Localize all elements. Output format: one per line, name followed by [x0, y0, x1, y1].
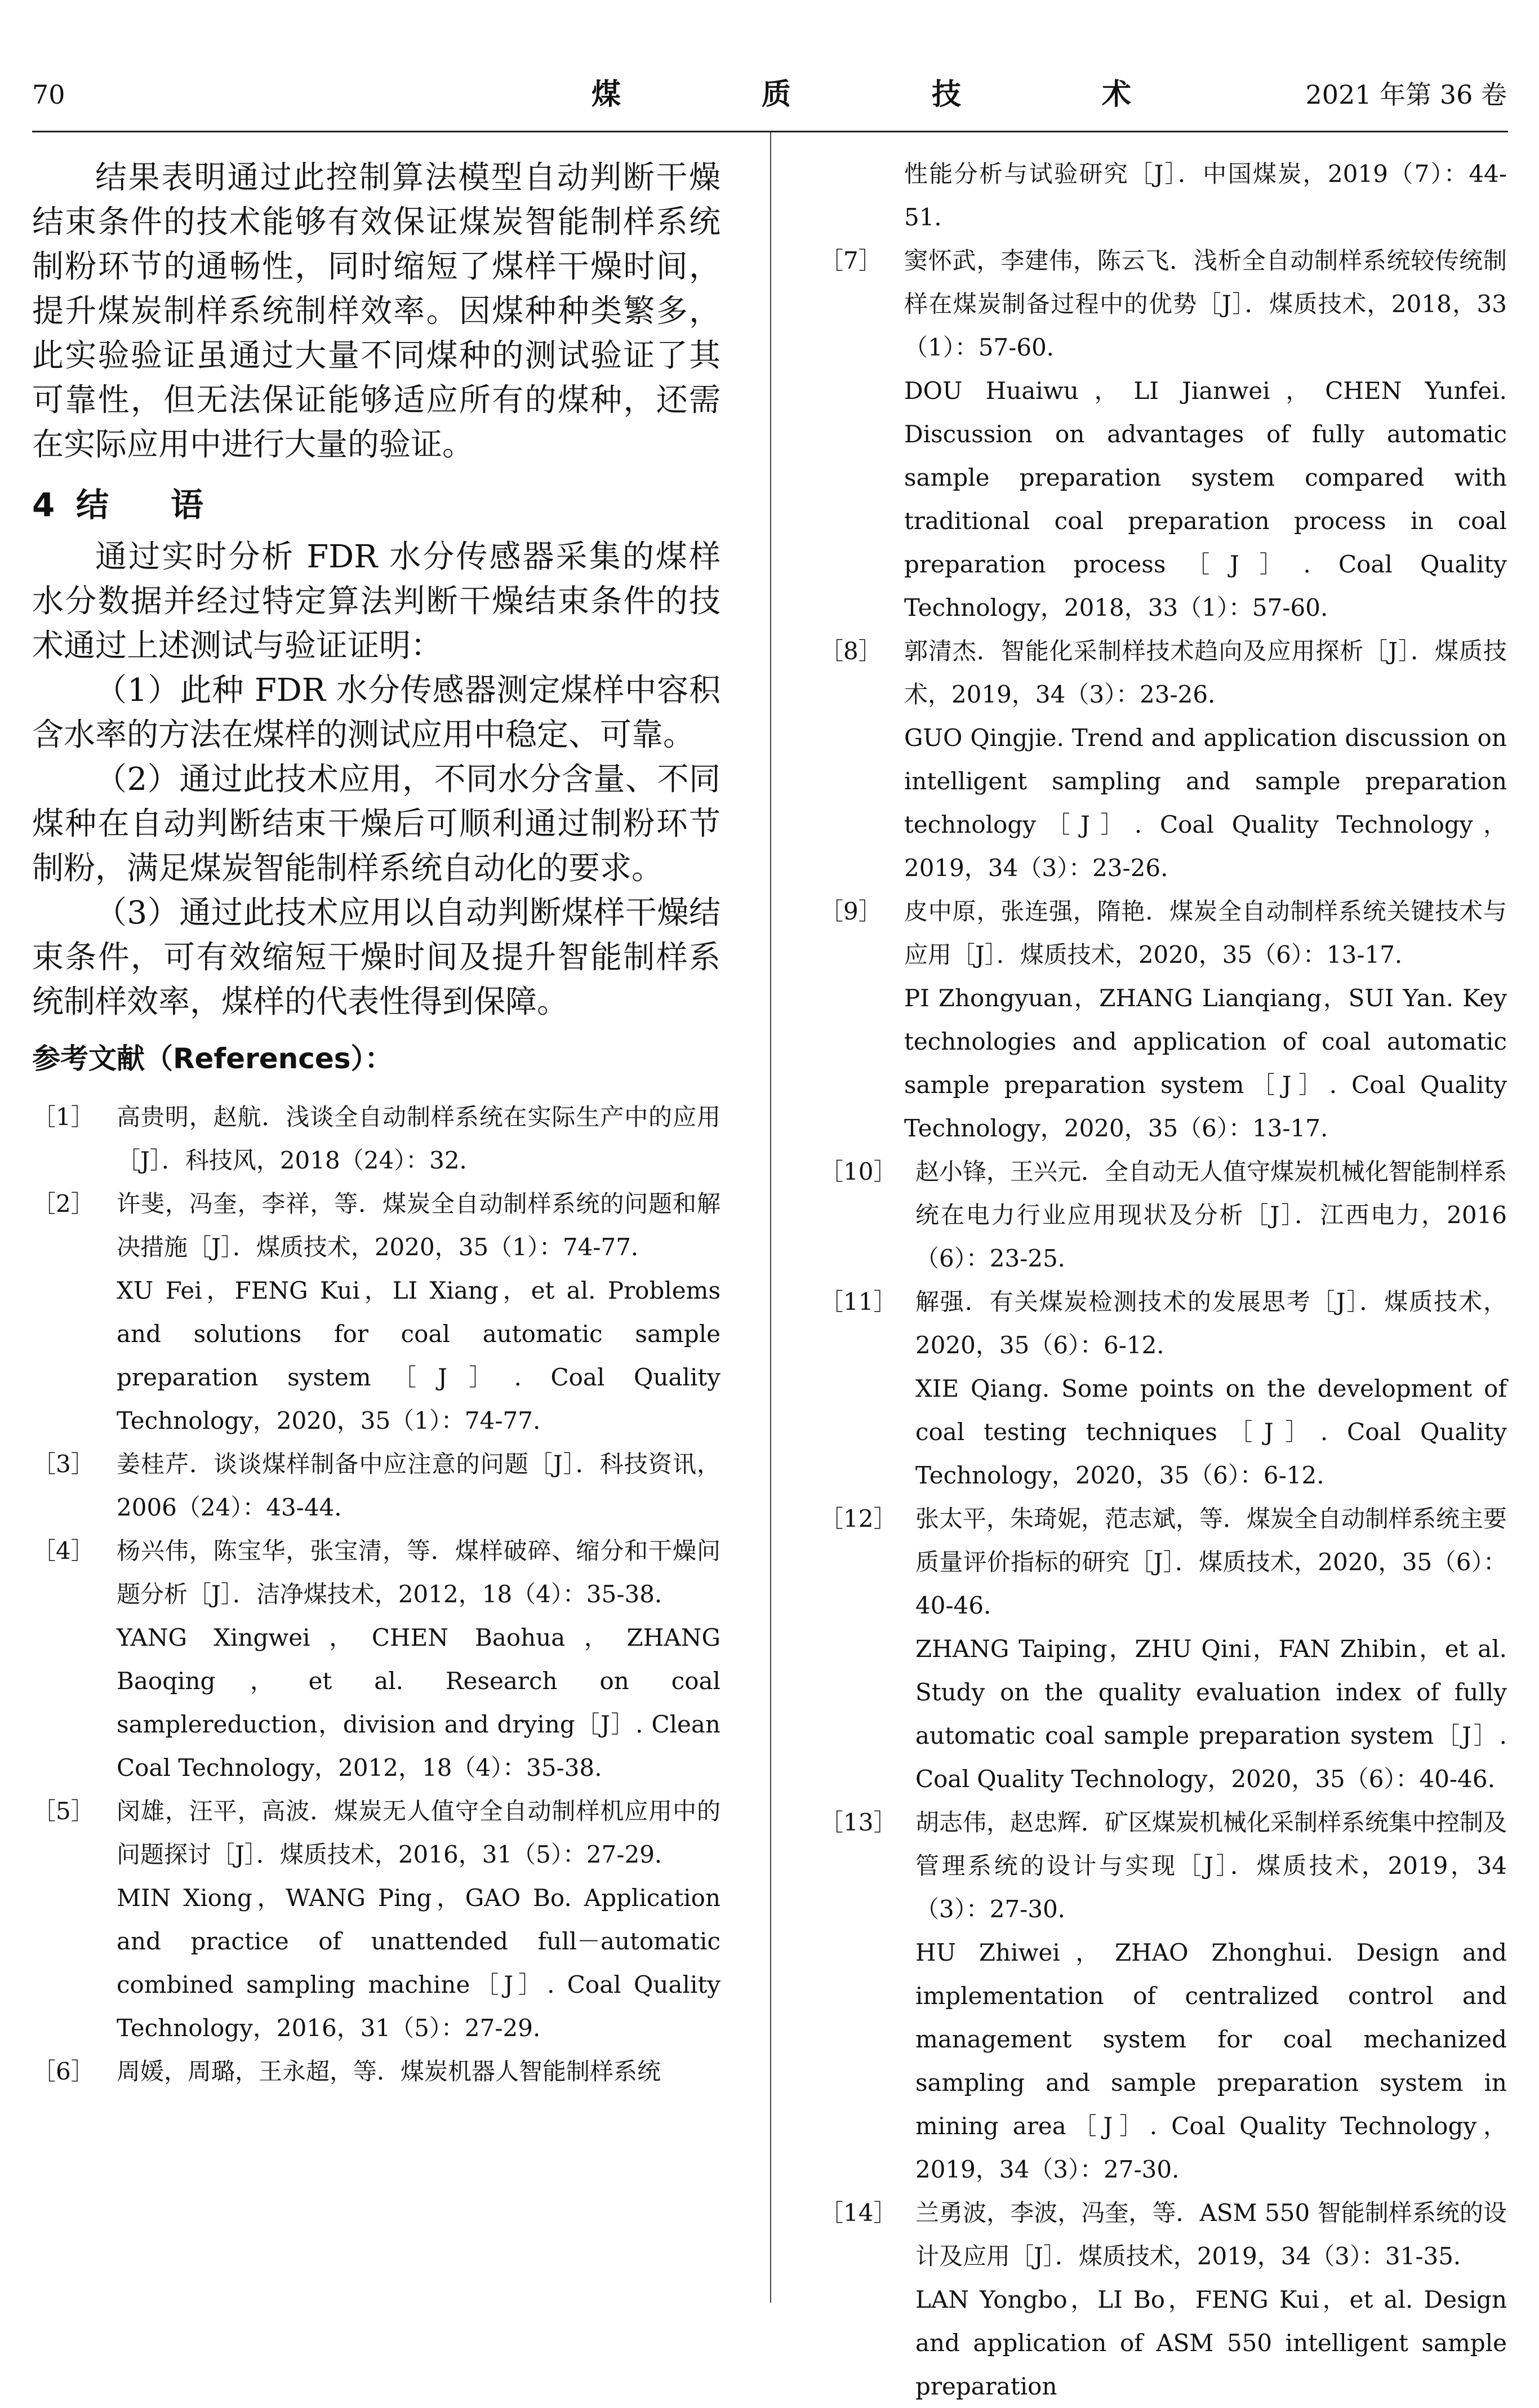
reference-item [32, 1182, 720, 1442]
page-number: 70 [32, 79, 65, 110]
conclusion-paragraph: （1）此种 FDR 水分传感器测定煤样中容积含水率的方法在煤样的测试应用中稳定、可靠。 [32, 672, 720, 753]
reference-text-en: MIN Xiong，WANG Ping，GAO Bo. Application and practice of unattended full－automatic combined sampling machine［J］. Coal Quality Technology，2016，31（5）：27-29. [117, 1884, 720, 2042]
reference-text-zh: 兰勇波，李波，冯奎，等．ASM 550 智能制样系统的设计及应用［J］．煤质技术，2019，34（3）：31-35． [915, 2199, 1507, 2270]
reference-text-zh: 姜桂芹．谈谈煤样制备中应注意的问题［J］．科技资讯，2006（24）：43-44． [117, 1450, 720, 1521]
reference-text-en: PI Zhongyuan，ZHANG Lianqiang，SUI Yan. Key technologies and application of coal automatic sample preparation system［J］. Coal Quality Technology，2020，35（6）：13-17. [904, 984, 1507, 1142]
reference-item [32, 1442, 720, 1529]
reference-number: ［4］ [32, 1537, 95, 1565]
reference-item [820, 1801, 1507, 2191]
reference-number: ［9］ [820, 898, 882, 925]
reference-text-zh: 周媛，周璐，王永超，等．煤炭机器人智能制样系统 [117, 2058, 661, 2085]
reference-item [820, 1280, 1507, 1497]
reference-text-zh: 皮中原，张连强，隋艳．煤炭全自动制样系统关键技术与应用［J］．煤质技术，2020，35（6）：13-17． [904, 898, 1507, 968]
journal-title-char: 技 [932, 78, 962, 112]
reference-item [32, 2050, 720, 2093]
reference-number: ［8］ [820, 637, 882, 665]
reference-text-zh: 许斐，冯奎，李祥，等．煤炭全自动制样系统的问题和解决措施［J］．煤质技术，2020，35（1）：74-77． [117, 1190, 720, 1261]
reference-text-zh: 赵小锋，王兴元．全自动无人值守煤炭机械化智能制样系统在电力行业应用现状及分析［J］．江西电力，2016（6）：23-25． [915, 1158, 1507, 1272]
conclusion-paragraph: （2）通过此技术应用，不同水分含量、不同煤种在自动判断结束干燥后可顺利通过制粉环节制粉，满足煤炭智能制样系统自动化的要求。 [32, 761, 720, 887]
journal-title-char: 煤 [591, 78, 621, 112]
column-divider [770, 132, 771, 2303]
reference-text-en: ZHANG Taiping，ZHU Qini，FAN Zhibin，et al. Study on the quality evaluation index of fully automatic coal sample preparation system［J］. Coal Quality Technology，2020，35（6）：40-46. [915, 1635, 1507, 1793]
right-column [820, 152, 1507, 2408]
section-number: 4 [32, 486, 55, 524]
reference-text-en: DOU Huaiwu，LI Jianwei，CHEN Yunfei. Discussion on advantages of fully automatic sample preparation system compared with traditional coal preparation process in coal preparation process［J］. Coal Quality Technology，2018，33（1）：57-60. [904, 377, 1507, 621]
reference-item [32, 1789, 720, 2050]
reference-item [820, 629, 1507, 890]
conclusion-paragraph: 通过实时分析 FDR 水分传感器采集的煤样水分数据并经过特定算法判断干燥结束条件的技术通过上述测试与验证证明： [32, 539, 720, 664]
reference-list [32, 1095, 720, 2093]
reference-text-en: YANG Xingwei，CHEN Baohua，ZHANG Baoqing，et al. Research on coal samplereduction，division and drying［J］. Clean Coal Technology，2012，18（4）：35-38. [117, 1624, 720, 1781]
journal-title-char: 术 [1102, 78, 1132, 112]
reference-text-zh: 闵雄，汪平，高波．煤炭无人值守全自动制样机应用中的问题探讨［J］．煤质技术，2016，31（5）：27-29． [117, 1797, 720, 1868]
reference-item [820, 1497, 1507, 1801]
reference-number: ［10］ [820, 1158, 897, 1185]
left-column [32, 156, 720, 2093]
reference-number: ［12］ [820, 1505, 897, 1532]
reference-item [820, 1150, 1507, 1280]
reference-item [820, 890, 1507, 1150]
reference-list [820, 239, 1507, 2408]
volume-label: 2021 年第 36 卷 [1305, 79, 1507, 110]
reference-number: ［7］ [820, 247, 882, 274]
results-paragraph: 结果表明通过此控制算法模型自动判断干燥结束条件的技术能够有效保证煤炭智能制样系统制粉环节的通畅性，同时缩短了煤样干燥时间，提升煤炭制样系统制样效率。因煤种种类繁多，此实验验证虽通过大量不同煤种的测试验证了其可靠性，但无法保证能够适应所有的煤种，还需在实际应用中进行大量的验证。 [32, 159, 720, 463]
reference-number: ［1］ [32, 1103, 95, 1131]
reference-text-zh: 高贵明，赵航．浅谈全自动制样系统在实际生产中的应用［J］．科技风，2018（24）：32． [117, 1103, 720, 1174]
reference-number: ［11］ [820, 1288, 897, 1316]
reference-text-zh: 性能分析与试验研究［J］．中国煤炭，2019（7）：44-51． [904, 160, 1507, 231]
section-title-char: 结 [76, 486, 109, 524]
section-title-char: 语 [171, 486, 204, 524]
reference-text-zh: 张太平，朱琦妮，范志斌，等．煤炭全自动制样系统主要质量评价指标的研究［J］．煤质技术，2020，35（6）：40-46． [915, 1505, 1507, 1619]
journal-title [591, 78, 1131, 112]
reference-number: ［13］ [820, 1809, 897, 1836]
reference-continuation [820, 152, 1507, 239]
reference-text-zh: 解强．有关煤炭检测技术的发展思考［J］．煤质技术，2020，35（6）：6-12． [915, 1288, 1507, 1359]
reference-text-en: XU Fei，FENG Kui，LI Xiang，et al. Problems and solutions for coal automatic sample preparation system［J］. Coal Quality Technology，2020，35（1）：74-77. [117, 1277, 720, 1434]
conclusion-paragraph: （3）通过此技术应用以自动判断煤样干燥结束条件，可有效缩短干燥时间及提升智能制样系统制样效率，煤样的代表性得到保障。 [32, 895, 720, 1020]
section-heading [32, 482, 720, 527]
reference-number: ［6］ [32, 2058, 95, 2085]
reference-number: ［5］ [32, 1797, 95, 1825]
reference-text-zh: 郭清杰．智能化采制样技术趋向及应用探析［J］．煤质技术，2019，34（3）：23-26． [904, 637, 1507, 708]
reference-text-en: LAN Yongbo，LI Bo，FENG Kui，et al. Design and application of ASM 550 intelligent sample preparation [915, 2286, 1507, 2400]
reference-item [32, 1529, 720, 1789]
reference-number: ［14］ [820, 2199, 897, 2227]
reference-text-zh: 杨兴伟，陈宝华，张宝清，等．煤样破碎、缩分和干燥问题分析［J］．洁净煤技术，2012，18（4）：35-38． [117, 1537, 720, 1608]
reference-number: ［2］ [32, 1190, 95, 1218]
references-heading: 参考文献（References）： [32, 1042, 393, 1075]
reference-text-en: XIE Qiang. Some points on the development of coal testing techniques［J］. Coal Quality Technology，2020，35（6）：6-12. [915, 1375, 1507, 1489]
reference-number: ［3］ [32, 1450, 95, 1478]
reference-item [32, 1095, 720, 1182]
reference-text-en: GUO Qingjie. Trend and application discussion on intelligent sampling and sample preparation technology［J］. Coal Quality Technology，2019，34（3）：23-26. [904, 724, 1507, 882]
reference-item [820, 2191, 1507, 2408]
reference-item [820, 239, 1507, 629]
reference-text-zh: 胡志伟，赵忠辉．矿区煤炭机械化采制样系统集中控制及管理系统的设计与实现［J］．煤质技术，2019，34（3）：27-30． [915, 1809, 1507, 1923]
reference-text-en: HU Zhiwei，ZHAO Zhonghui. Design and implementation of centralized control and management system for coal mechanized sampling and sample preparation system in mining area［J］. Coal Quality Technology，2019，34（3）：27-30. [915, 1939, 1507, 2183]
journal-title-char: 质 [762, 78, 791, 112]
reference-text-zh: 窦怀武，李建伟，陈云飞．浅析全自动制样系统较传统制样在煤炭制备过程中的优势［J］．煤质技术，2018，33（1）：57-60． [904, 247, 1507, 361]
